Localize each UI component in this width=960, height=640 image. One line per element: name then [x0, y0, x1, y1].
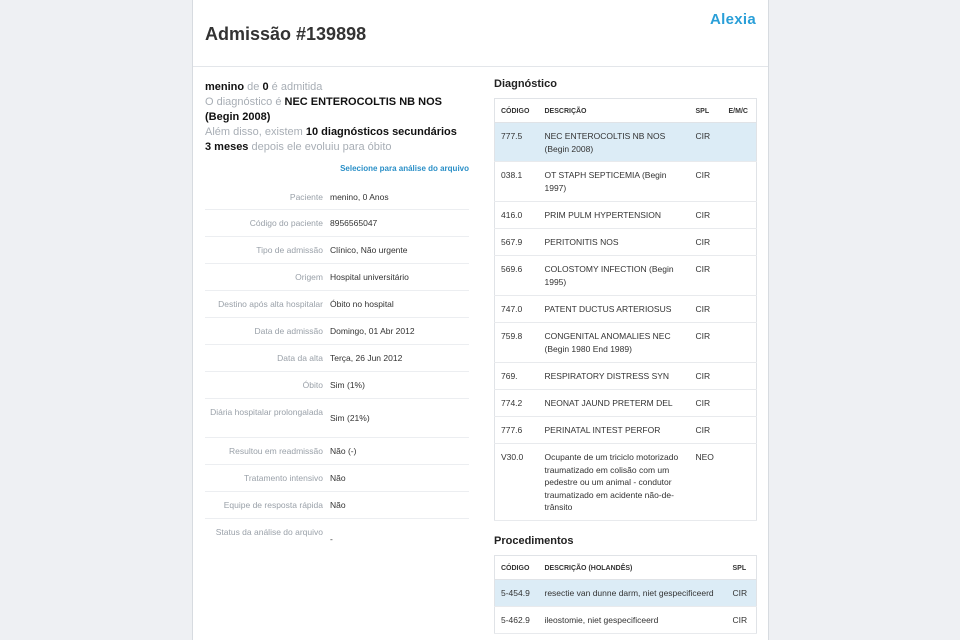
- col-description: DESCRIÇÃO: [539, 99, 690, 123]
- info-row: [205, 519, 469, 559]
- diagnostic-spl: CIR: [690, 363, 723, 390]
- diagnostic-emc: [723, 202, 757, 229]
- diagnostic-row[interactable]: [495, 390, 757, 417]
- diagnostic-desc: PERINATAL INTEST PERFOR: [539, 417, 690, 444]
- info-row: [205, 465, 469, 492]
- diagnostic-row[interactable]: [495, 256, 757, 296]
- info-value: -: [330, 534, 333, 544]
- diagnostic-desc: PERITONITIS NOS: [539, 229, 690, 256]
- procedure-desc: resectie van dunne darm, niet gespecificeerd: [539, 580, 727, 607]
- diagnostic-row[interactable]: [495, 123, 757, 162]
- col-description: DESCRIÇÃO (HOLANDÊS): [539, 556, 727, 580]
- info-row: [205, 210, 469, 237]
- diagnostic-spl: CIR: [690, 390, 723, 417]
- info-row: [205, 184, 469, 210]
- info-label: Código do paciente: [249, 218, 323, 228]
- procedure-row[interactable]: [495, 607, 757, 634]
- info-value: Terça, 26 Jun 2012: [330, 353, 403, 363]
- info-label: Paciente: [289, 192, 323, 202]
- col-code: CÓDIGO: [495, 99, 539, 123]
- card-header: [193, 0, 768, 67]
- select-for-analysis-link[interactable]: Selecione para análise do arquivo: [340, 164, 469, 173]
- patient-info-list: [205, 184, 469, 559]
- diagnostic-spl: CIR: [690, 162, 723, 202]
- info-label: Data da alta: [277, 353, 323, 363]
- diagnostic-emc: [723, 296, 757, 323]
- diagnostic-spl: CIR: [690, 296, 723, 323]
- diagnostic-code: V30.0: [495, 444, 539, 521]
- info-label: Tratamento intensivo: [243, 473, 323, 483]
- info-value: Não: [330, 473, 346, 483]
- info-value: Clínico, Não urgente: [330, 245, 408, 255]
- diagnostic-row[interactable]: [495, 417, 757, 444]
- summary-text: de: [244, 81, 263, 93]
- diagnostic-code: 038.1: [495, 162, 539, 202]
- procedure-spl: CIR: [727, 607, 757, 634]
- info-value: Óbito no hospital: [330, 299, 394, 309]
- procedures-title: Procedimentos: [494, 535, 574, 547]
- info-value: menino, 0 Anos: [330, 192, 389, 202]
- diagnostics-body: [495, 123, 757, 521]
- info-row: [205, 318, 469, 345]
- diagnostics-header-row: [495, 99, 757, 123]
- procedure-desc: ileostomie, niet gespecificeerd: [539, 607, 727, 634]
- info-label: Equipe de resposta rápida: [223, 500, 323, 510]
- info-label: Óbito: [302, 380, 323, 390]
- diagnostic-row[interactable]: [495, 202, 757, 229]
- diagnostic-code: 567.9: [495, 229, 539, 256]
- diagnostics-table: [494, 98, 757, 521]
- diagnostic-code: 777.5: [495, 123, 539, 162]
- diagnostic-spl: CIR: [690, 202, 723, 229]
- diagnostic-spl: NEO: [690, 444, 723, 521]
- left-column: [205, 80, 469, 559]
- procedures-table: [494, 555, 757, 634]
- diagnostic-emc: [723, 390, 757, 417]
- info-label: Origem: [295, 272, 323, 282]
- info-row: [205, 345, 469, 372]
- diagnostic-code: 416.0: [495, 202, 539, 229]
- info-label: Status da análise do arquivo: [215, 527, 323, 537]
- col-code: CÓDIGO: [495, 556, 539, 580]
- diagnostic-code: 769.: [495, 363, 539, 390]
- diagnostic-desc: NEC ENTEROCOLTIS NB NOS (Begin 2008): [539, 123, 690, 162]
- diagnostic-desc: PRIM PULM HYPERTENSION: [539, 202, 690, 229]
- info-label: Resultou em readmissão: [228, 446, 323, 456]
- diagnostic-desc: OT STAPH SEPTICEMIA (Begin 1997): [539, 162, 690, 202]
- procedure-code: 5-454.9: [495, 580, 539, 607]
- diagnostic-desc: COLOSTOMY INFECTION (Begin 1995): [539, 256, 690, 296]
- diagnostic-emc: [723, 444, 757, 521]
- page-title: Admissão #139898: [205, 24, 367, 44]
- admission-card: [192, 0, 769, 640]
- diagnostic-code: 569.6: [495, 256, 539, 296]
- procedures-body: [495, 580, 757, 634]
- diagnostic-spl: CIR: [690, 123, 723, 162]
- diagnostic-desc: RESPIRATORY DISTRESS SYN: [539, 363, 690, 390]
- col-emc: E/M/C: [723, 99, 757, 123]
- diagnostic-emc: [723, 363, 757, 390]
- diagnostic-row[interactable]: [495, 296, 757, 323]
- diagnostic-row[interactable]: [495, 229, 757, 256]
- summary-secondary-count: 10 diagnósticos secundários: [305, 126, 457, 138]
- diagnostic-emc: [723, 417, 757, 444]
- summary-gender: menino: [205, 81, 245, 93]
- info-value: Não: [330, 500, 346, 510]
- diagnostic-emc: [723, 162, 757, 202]
- info-row: [205, 264, 469, 291]
- info-row: [205, 372, 469, 399]
- info-label: Destino após alta hospitalar: [218, 299, 323, 309]
- col-spl: SPL: [690, 99, 723, 123]
- diagnostic-code: 774.2: [495, 390, 539, 417]
- admission-summary: [205, 80, 469, 155]
- diagnostic-desc: NEONAT JAUND PRETERM DEL: [539, 390, 690, 417]
- col-spl: SPL: [727, 556, 757, 580]
- info-label: Data de admissão: [254, 326, 323, 336]
- info-label: Tipo de admissão: [256, 245, 323, 255]
- right-column: [494, 78, 757, 634]
- info-value: Domingo, 01 Abr 2012: [330, 326, 415, 336]
- info-value: Sim (21%): [330, 413, 370, 423]
- diagnostic-desc: PATENT DUCTUS ARTERIOSUS: [539, 296, 690, 323]
- diagnostic-row[interactable]: [495, 363, 757, 390]
- info-value: 8956565047: [330, 218, 378, 228]
- info-label: Diária hospitalar prolongalada: [210, 407, 323, 417]
- summary-text: O diagnóstico é: [205, 96, 285, 108]
- diagnostic-code: 747.0: [495, 296, 539, 323]
- diagnostic-emc: [723, 229, 757, 256]
- diagnostic-spl: CIR: [690, 229, 723, 256]
- info-value: Não (-): [330, 446, 357, 456]
- procedure-code: 5-462.9: [495, 607, 539, 634]
- summary-main-diagnosis: NEC ENTEROCOLTIS NB NOS (Begin 2008): [205, 96, 442, 123]
- diagnostic-desc: CONGENITAL ANOMALIES NEC (Begin 1980 End 1989): [539, 323, 690, 363]
- alexia-logo: Alexia: [710, 11, 756, 28]
- diagnostic-spl: CIR: [690, 417, 723, 444]
- diagnostic-desc: Ocupante de um triciclo motorizado traumatizado em colisão com um pedestre ou um animal - condutor traumatizado em acidente não-de-trânsito: [539, 444, 690, 521]
- diagnostic-emc: [723, 323, 757, 363]
- procedure-spl: CIR: [727, 580, 757, 607]
- info-row: [205, 237, 469, 264]
- info-row: [205, 399, 469, 438]
- summary-text: é admitida: [268, 81, 323, 93]
- summary-age: 0: [262, 81, 269, 93]
- info-row: [205, 492, 469, 519]
- diagnostic-emc: [723, 256, 757, 296]
- diagnostic-code: 777.6: [495, 417, 539, 444]
- diagnostic-emc: [723, 123, 757, 162]
- diagnostic-row[interactable]: [495, 323, 757, 363]
- diagnostic-row[interactable]: [495, 162, 757, 202]
- info-value: Hospital universitário: [330, 272, 409, 282]
- info-row: [205, 438, 469, 465]
- diagnostic-spl: CIR: [690, 323, 723, 363]
- summary-text: depois ele evoluiu para óbito: [248, 141, 392, 153]
- info-row: [205, 291, 469, 318]
- diagnostics-title: Diagnóstico: [494, 78, 557, 90]
- diagnostic-code: 759.8: [495, 323, 539, 363]
- procedure-row[interactable]: [495, 580, 757, 607]
- info-value: Sim (1%): [330, 380, 365, 390]
- summary-text: Além disso, existem: [205, 126, 306, 138]
- diagnostic-spl: CIR: [690, 256, 723, 296]
- diagnostic-row[interactable]: [495, 444, 757, 521]
- procedures-header-row: [495, 556, 757, 580]
- summary-duration: 3 meses: [205, 141, 249, 153]
